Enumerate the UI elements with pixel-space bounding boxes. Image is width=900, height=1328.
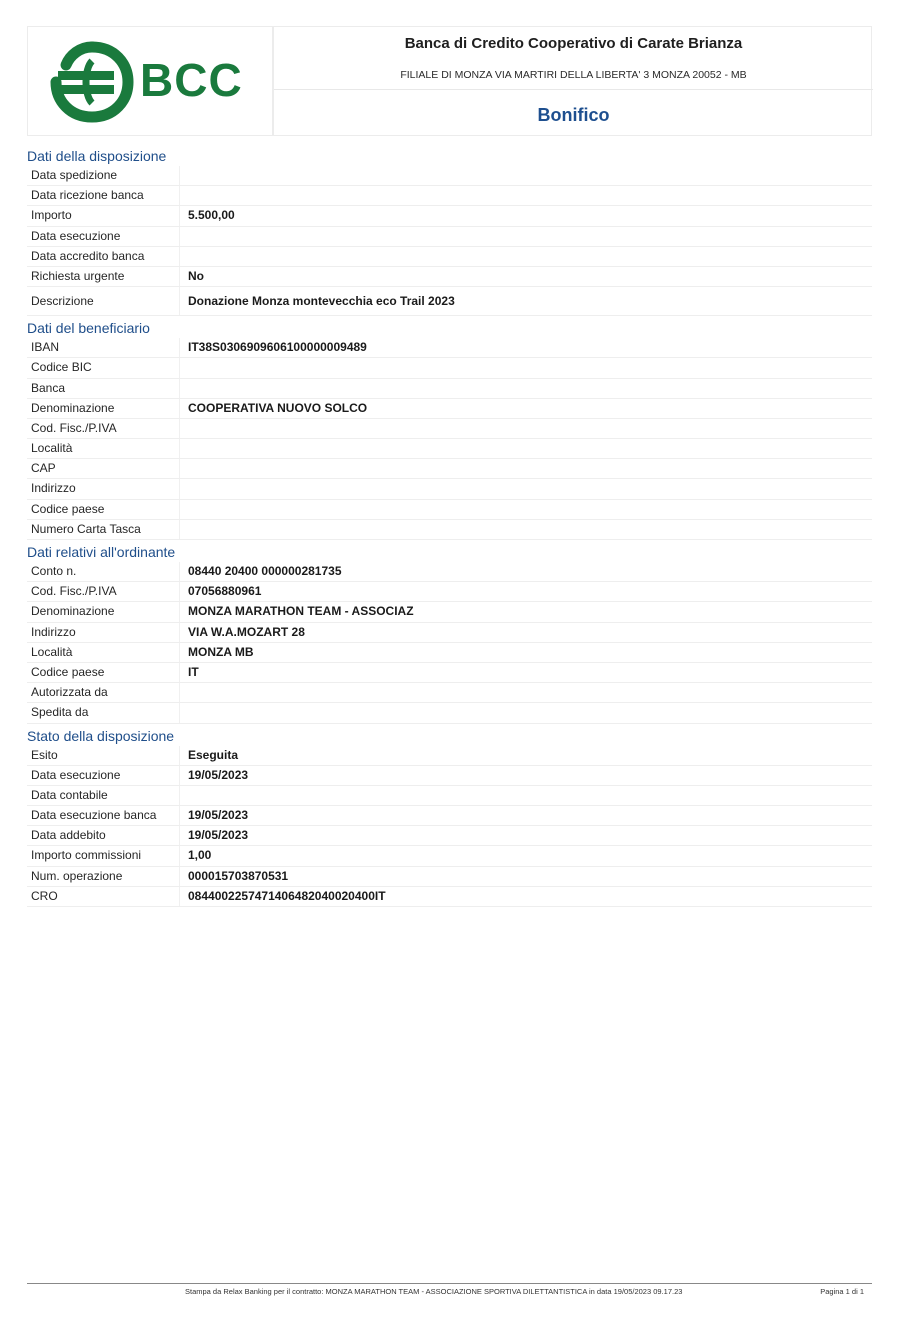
row-label: Indirizzo [31, 624, 76, 639]
row-value [179, 459, 872, 478]
section-title-ordinante: Dati relativi all'ordinante [27, 544, 176, 560]
detail-row [27, 703, 872, 723]
section-title-disposizione: Dati della disposizione [27, 148, 167, 164]
document-title: Bonifico [537, 105, 610, 125]
detail-row [27, 766, 872, 786]
row-value [179, 419, 872, 438]
detail-row [27, 683, 872, 703]
detail-row [27, 602, 872, 622]
row-value: VIA W.A.MOZART 28 [179, 623, 872, 642]
detail-row [27, 806, 872, 826]
detail-row [27, 186, 872, 206]
section-title-beneficiario: Dati del beneficiario [27, 320, 150, 337]
footer-page-number: Pagina 1 di 1 [820, 1287, 864, 1296]
row-label: Data spedizione [31, 168, 118, 182]
row-label: Località [31, 644, 73, 659]
row-label: Denominazione [31, 604, 115, 619]
bank-name: Banca di Credito Cooperativo di Carate Brianza [404, 35, 743, 52]
row-value: MONZA MB [179, 643, 872, 662]
row-value: 0844002257471406482040020400IT [179, 887, 872, 906]
detail-row [27, 419, 872, 439]
row-label: Codice BIC [31, 360, 92, 375]
bank-branch: FILIALE DI MONZA VIA MARTIRI DELLA LIBERTA' 3 MONZA 20052 - MB [400, 69, 747, 81]
row-value [179, 520, 872, 539]
row-label: CAP [31, 461, 56, 476]
row-label: Codice paese [31, 501, 105, 516]
row-value: 1,00 [179, 846, 872, 865]
row-label: Data addebito [31, 828, 106, 843]
row-label: Conto n. [31, 564, 77, 578]
detail-row [27, 643, 872, 663]
row-label: Data ricezione banca [31, 188, 144, 203]
row-label: Codice paese [31, 664, 105, 679]
row-label: Cod. Fisc./P.IVA [31, 584, 117, 599]
row-label: Banca [31, 380, 66, 395]
detail-row [27, 867, 872, 887]
row-value: Donazione Monza montevecchia eco Trail 2023 [179, 287, 872, 315]
bank-logo [27, 26, 273, 136]
detail-row [27, 267, 872, 287]
row-label: Cod. Fisc./P.IVA [31, 420, 117, 435]
header-divider [274, 89, 873, 90]
bank-info [273, 26, 872, 136]
detail-row [27, 786, 872, 806]
row-value [179, 186, 872, 205]
row-label: Data esecuzione [31, 767, 121, 782]
row-value: 07056880961 [179, 582, 872, 601]
detail-row [27, 500, 872, 520]
row-value [179, 439, 872, 458]
row-value [179, 227, 872, 246]
row-value: 19/05/2023 [179, 806, 872, 825]
row-value: No [179, 267, 872, 286]
section-ordinante [27, 562, 872, 724]
transfer-details [27, 144, 872, 907]
row-value [179, 786, 872, 805]
row-value [179, 358, 872, 377]
detail-row [27, 358, 872, 378]
row-label: Data accredito banca [31, 248, 145, 263]
detail-row [27, 206, 872, 226]
row-value [179, 683, 872, 702]
row-value: Eseguita [179, 746, 872, 765]
row-label: CRO [31, 888, 58, 903]
detail-row [27, 520, 872, 540]
row-label: Num. operazione [31, 868, 123, 883]
section-title-stato: Stato della disposizione [27, 727, 175, 744]
row-label: Importo commissioni [31, 848, 142, 863]
detail-row [27, 562, 872, 582]
detail-row [27, 379, 872, 399]
row-value: 000015703870531 [179, 867, 872, 886]
detail-row [27, 887, 872, 907]
row-value: 19/05/2023 [179, 766, 872, 785]
detail-row [27, 338, 872, 358]
section-stato [27, 746, 872, 908]
detail-row [27, 227, 872, 247]
row-value [179, 247, 872, 266]
row-label: Data contabile [31, 787, 108, 802]
detail-row [27, 399, 872, 419]
row-value [179, 479, 872, 498]
row-label: Importo [31, 208, 72, 223]
row-value: 5.500,00 [179, 206, 872, 225]
row-value: MONZA MARATHON TEAM - ASSOCIAZ [179, 602, 872, 621]
detail-row [27, 439, 872, 459]
detail-row [27, 846, 872, 866]
detail-row [27, 247, 872, 267]
row-value [179, 500, 872, 519]
logo-wordmark: BCC [140, 54, 243, 106]
detail-row [27, 746, 872, 766]
detail-row [27, 287, 872, 316]
row-label: Spedita da [31, 705, 89, 720]
row-value: IT38S0306909606100000009489 [179, 338, 872, 357]
row-value: IT [179, 663, 872, 682]
row-label: Richiesta urgente [31, 268, 125, 283]
row-value: COOPERATIVA NUOVO SOLCO [179, 399, 872, 418]
section-beneficiario [27, 338, 872, 540]
row-label: Località [31, 441, 73, 456]
row-label: IBAN [31, 340, 60, 355]
row-label: Esito [31, 747, 58, 762]
row-value: 08440 20400 000000281735 [179, 562, 872, 581]
row-label: Indirizzo [31, 481, 76, 496]
row-value: 19/05/2023 [179, 826, 872, 845]
detail-row [27, 582, 872, 602]
row-label: Descrizione [31, 294, 94, 309]
row-value [179, 379, 872, 398]
document-header [27, 26, 872, 136]
bcc-emblem-icon [50, 41, 134, 123]
row-value [179, 703, 872, 722]
row-label: Denominazione [31, 400, 115, 415]
footer-print-info: Stampa da Relax Banking per il contratto: MONZA MARATHON TEAM - ASSOCIAZIONE SPORTIVA DILETTANTISTICA in data 19/05/2023 09.17.23 [185, 1287, 683, 1296]
detail-row [27, 459, 872, 479]
detail-row [27, 479, 872, 499]
footer-divider [27, 1283, 872, 1284]
row-label: Numero Carta Tasca [31, 521, 141, 536]
section-disposizione [27, 166, 872, 316]
row-value [179, 166, 872, 185]
row-label: Data esecuzione banca [31, 808, 157, 823]
detail-row [27, 166, 872, 186]
row-label: Data esecuzione [31, 228, 121, 243]
row-label: Autorizzata da [31, 685, 108, 700]
detail-row [27, 826, 872, 846]
detail-row [27, 663, 872, 683]
detail-row [27, 623, 872, 643]
